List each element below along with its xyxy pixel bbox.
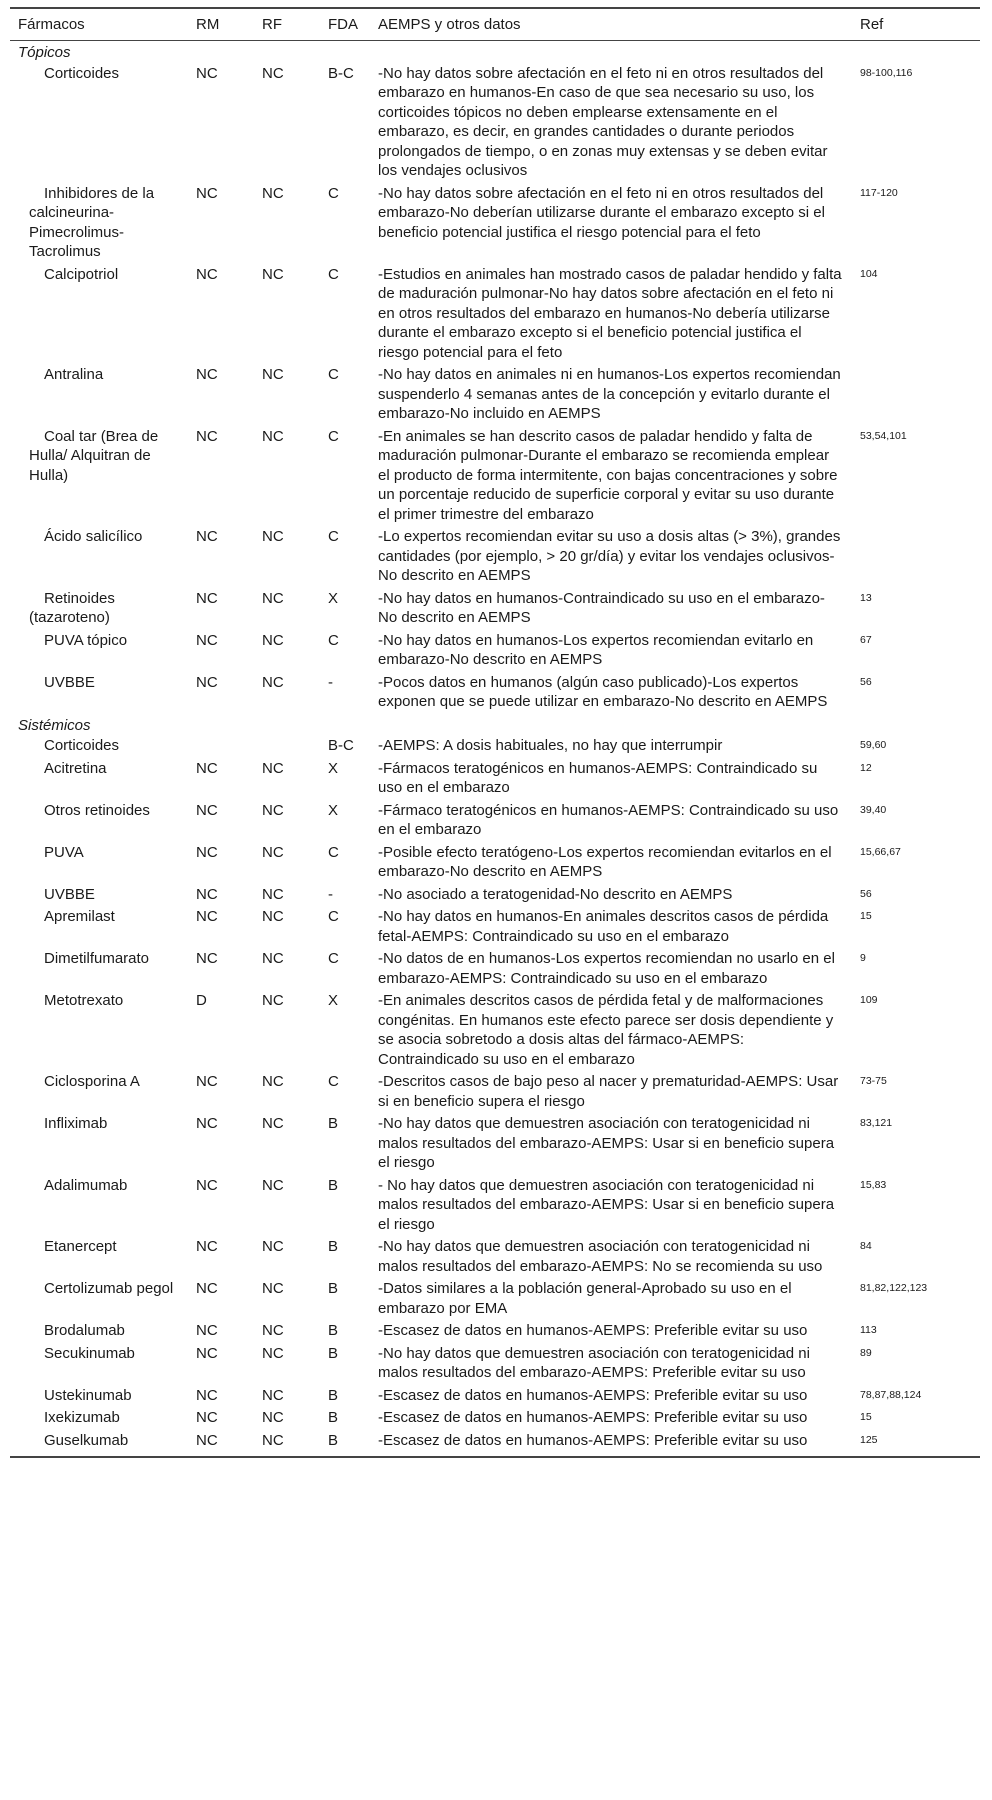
aemps-cell: -Fármacos teratogénicos en humanos-AEMPS: Contraindicado su uso en el embarazo xyxy=(378,759,818,796)
fda-cell: C xyxy=(328,631,339,649)
drug-cell: Calcipotriol xyxy=(44,265,119,283)
rf-cell: NC xyxy=(262,673,284,691)
drug-cell: UVBBE xyxy=(44,673,95,691)
table-row xyxy=(10,1385,980,1408)
rm-cell: NC xyxy=(196,1409,218,1426)
fda-cell: C xyxy=(328,908,339,925)
aemps-cell: -No asociado a teratogenidad-No descrito en AEMPS xyxy=(378,885,733,903)
rm-cell: D xyxy=(196,992,207,1009)
table-row xyxy=(10,1071,980,1113)
rm-cell: NC xyxy=(196,843,218,861)
rf-cell: NC xyxy=(262,528,284,545)
aemps-cell: -Pocos datos en humanos (algún caso publicado)-Los expertos exponen que se puede utilizar en embarazo-No descrito en AEMPS xyxy=(378,673,828,710)
ref-cell: 12 xyxy=(860,761,872,774)
drug-cell: Ciclosporina A xyxy=(44,1073,140,1090)
ref-cell: 15 xyxy=(860,1411,872,1423)
drug-cell: Acitretina xyxy=(44,759,107,777)
ref-cell: 9 xyxy=(860,952,866,964)
header-row xyxy=(10,8,980,41)
fda-cell: - xyxy=(328,673,333,691)
rm-cell: NC xyxy=(196,1238,218,1255)
ref-cell: 78,87,88,124 xyxy=(860,1388,922,1401)
rm-cell: NC xyxy=(196,1322,218,1339)
fda-cell: C xyxy=(328,950,339,967)
rm-cell: NC xyxy=(196,950,218,967)
fda-cell: C xyxy=(328,843,339,861)
rf-cell: NC xyxy=(262,1280,284,1297)
rm-cell: NC xyxy=(196,908,218,925)
aemps-cell: -No hay datos que demuestren asociación con teratogenicidad ni malos resultados del embarazo-AEMPS: Usar si en beneficio supera el riesgo xyxy=(378,1115,835,1171)
rm-cell: NC xyxy=(196,1115,218,1132)
drug-cell: Certolizumab pegol xyxy=(44,1280,174,1297)
rf-cell: NC xyxy=(262,885,284,903)
table-row xyxy=(10,630,980,672)
ref-cell: 109 xyxy=(860,994,878,1006)
fda-cell: - xyxy=(328,885,333,903)
fda-cell: X xyxy=(328,589,339,607)
rf-cell: NC xyxy=(262,801,284,819)
table-row xyxy=(10,426,980,527)
fda-cell: C xyxy=(328,528,339,545)
fda-cell: B-C xyxy=(328,64,354,82)
header-ref: Ref xyxy=(852,8,980,41)
rf-cell: NC xyxy=(262,1322,284,1339)
table-row xyxy=(10,672,980,714)
aemps-cell: -Lo expertos recomiendan evitar su uso a dosis altas (> 3%), grandes cantidades (por ejemplo, > 20 gr/día) y evitar los vendajes oclusivos-No descrito en AEMPS xyxy=(378,528,841,584)
rm-cell xyxy=(188,735,254,758)
aemps-cell: -No hay datos que demuestren asociación con teratogenicidad ni malos resultados del embarazo-AEMPS: No se recomienda su uso xyxy=(378,1238,823,1275)
rm-cell: NC xyxy=(196,589,218,607)
rf-cell: NC xyxy=(262,1115,284,1132)
rf-cell: NC xyxy=(262,1409,284,1426)
table-row xyxy=(10,990,980,1071)
rf-cell xyxy=(254,735,320,758)
fda-cell: B xyxy=(328,1115,339,1132)
fda-cell: C xyxy=(328,427,339,445)
table-row xyxy=(10,842,980,884)
drug-cell: Corticoides xyxy=(44,64,120,82)
drug-cell: Ixekizumab xyxy=(44,1409,120,1426)
rf-cell: NC xyxy=(262,1344,284,1362)
rm-cell: NC xyxy=(196,673,218,691)
drug-cell: Adalimumab xyxy=(44,1176,128,1194)
rm-cell: NC xyxy=(196,1386,218,1404)
rf-cell: NC xyxy=(262,1073,284,1090)
section-title: Sistémicos xyxy=(18,716,91,734)
table-row xyxy=(10,948,980,990)
ref-cell: 39,40 xyxy=(860,803,887,816)
rf-cell: NC xyxy=(262,950,284,967)
table-row xyxy=(10,1113,980,1175)
fda-cell: X xyxy=(328,992,339,1009)
fda-cell: B xyxy=(320,1430,370,1458)
section-title: Tópicos xyxy=(18,44,71,61)
aemps-cell: -Fármaco teratogénicos en humanos-AEMPS: Contraindicado su uso en el embarazo xyxy=(378,801,839,838)
fda-cell: C xyxy=(328,184,339,202)
header-farmacos: Fármacos xyxy=(10,8,188,41)
drug-cell: Coal tar (Brea de Hulla/ Alquitran de Hulla) xyxy=(29,427,159,484)
fda-cell: B xyxy=(328,1176,339,1194)
rf-cell: NC xyxy=(262,1238,284,1255)
table-header xyxy=(10,8,980,41)
drug-cell: Retinoides (tazaroteno) xyxy=(29,589,115,626)
rf-cell: NC xyxy=(262,184,284,202)
aemps-cell: -No datos de en humanos-Los expertos recomiendan no usarlo en el embarazo-AEMPS: Contraindicado su uso en el embarazo xyxy=(378,950,835,987)
aemps-cell: -Escasez de datos en humanos-AEMPS: Preferible evitar su uso xyxy=(378,1386,808,1404)
ref-cell: 67 xyxy=(860,633,872,646)
rf-cell: NC xyxy=(262,843,284,861)
table-row xyxy=(10,183,980,264)
ref-cell: 113 xyxy=(860,1324,877,1336)
aemps-cell: -No hay datos que demuestren asociación con teratogenicidad ni malos resultados del embarazo-AEMPS: Preferible evitar su uso xyxy=(378,1344,810,1381)
rm-cell: NC xyxy=(196,759,218,777)
drug-table xyxy=(10,7,980,1458)
drug-cell: Otros retinoides xyxy=(44,801,150,819)
fda-cell: B xyxy=(328,1344,339,1362)
drug-cell: UVBBE xyxy=(44,885,95,903)
fda-cell: B xyxy=(328,1238,339,1255)
fda-cell: C xyxy=(328,265,339,283)
aemps-cell: -AEMPS: A dosis habituales, no hay que interrumpir xyxy=(378,737,723,754)
rf-cell: NC xyxy=(254,1430,320,1458)
ref-cell: 59,60 xyxy=(860,739,887,751)
ref-cell: 125 xyxy=(852,1430,980,1458)
aemps-cell: -Escasez de datos en humanos-AEMPS: Preferible evitar su uso xyxy=(370,1430,852,1458)
aemps-cell: -No hay datos en humanos-Contraindicado su uso en el embarazo-No descrito en AEMPS xyxy=(378,589,825,626)
aemps-cell: -Datos similares a la población general-Aprobado su uso en el embarazo por EMA xyxy=(378,1280,792,1317)
aemps-cell: -En animales descritos casos de pérdida fetal y de malformaciones congénitas. En humanos este efecto parece ser dosis dependiente y se asocia sobretodo a dosis altas del fármaco-AEMPS: Contraindicado su uso en el embarazo xyxy=(378,992,834,1068)
fda-cell: X xyxy=(328,801,339,819)
drug-cell: PUVA tópico xyxy=(44,631,128,649)
header-fda: FDA xyxy=(320,8,370,41)
ref-cell: 13 xyxy=(860,591,872,604)
drug-cell: Apremilast xyxy=(44,908,115,925)
ref-cell: 56 xyxy=(860,675,872,688)
aemps-cell: -No hay datos en humanos-Los expertos recomiendan evitarlo en embarazo-No descrito en AEMPS xyxy=(378,631,814,668)
ref-cell: 73-75 xyxy=(860,1075,887,1087)
table-row xyxy=(10,884,980,907)
drug-cell: PUVA xyxy=(44,843,84,861)
rm-cell: NC xyxy=(196,1344,218,1362)
ref-cell: 53,54,101 xyxy=(860,429,907,442)
fda-cell: B xyxy=(328,1386,339,1404)
aemps-cell: -Escasez de datos en humanos-AEMPS: Preferible evitar su uso xyxy=(378,1322,808,1339)
rm-cell: NC xyxy=(188,1430,254,1458)
ref-cell xyxy=(852,526,980,588)
table-row xyxy=(10,1236,980,1278)
rm-cell: NC xyxy=(196,427,218,445)
fda-cell: B-C xyxy=(328,737,354,754)
fda-cell: X xyxy=(328,759,339,777)
rf-cell: NC xyxy=(262,265,284,283)
table-body xyxy=(10,41,980,1458)
drug-cell: Dimetilfumarato xyxy=(44,950,150,967)
table-row xyxy=(10,1175,980,1237)
rm-cell: NC xyxy=(196,366,218,383)
ref-cell: 15,66,67 xyxy=(860,845,901,858)
rf-cell: NC xyxy=(262,589,284,607)
ref-cell: 81,82,122,123 xyxy=(860,1282,928,1294)
table-row xyxy=(10,1407,980,1430)
aemps-cell: -No hay datos en animales ni en humanos-Los expertos recomiendan suspenderlo 4 semanas antes de la concepción y evitarlo durante el embarazo-No incluido en AEMPS xyxy=(378,366,841,422)
rf-cell: NC xyxy=(262,631,284,649)
drug-cell: Etanercept xyxy=(44,1238,117,1255)
table-row xyxy=(10,526,980,588)
rf-cell: NC xyxy=(262,908,284,925)
section-row xyxy=(10,41,980,63)
table-row xyxy=(10,735,980,758)
rm-cell: NC xyxy=(196,1280,218,1297)
aemps-cell: -Descritos casos de bajo peso al nacer y prematuridad-AEMPS: Usar si en beneficio supera el riesgo xyxy=(378,1073,839,1110)
header-aemps: AEMPS y otros datos xyxy=(370,8,852,41)
rf-cell: NC xyxy=(262,992,284,1009)
fda-cell: C xyxy=(328,1073,339,1090)
rm-cell: NC xyxy=(196,1176,218,1194)
rm-cell: NC xyxy=(196,631,218,649)
drug-cell: Brodalumab xyxy=(44,1322,125,1339)
section-row xyxy=(10,714,980,736)
table-row xyxy=(10,1430,980,1458)
drug-cell: Ácido salicílico xyxy=(44,528,143,545)
table-row xyxy=(10,364,980,426)
table-row xyxy=(10,1320,980,1343)
rf-cell: NC xyxy=(262,427,284,445)
drug-cell: Guselkumab xyxy=(10,1430,188,1458)
table-row xyxy=(10,758,980,800)
aemps-cell: -No hay datos en humanos-En animales descritos casos de pérdida fetal-AEMPS: Contraindicado su uso en el embarazo xyxy=(378,908,829,945)
aemps-cell: -Escasez de datos en humanos-AEMPS: Preferible evitar su uso xyxy=(378,1409,808,1426)
ref-cell: 98-100,116 xyxy=(860,66,913,79)
drug-cell: Ustekinumab xyxy=(44,1386,132,1404)
ref-cell: 84 xyxy=(860,1240,872,1252)
rf-cell: NC xyxy=(262,1176,284,1194)
rm-cell: NC xyxy=(196,184,218,202)
aemps-cell: -En animales se han descrito casos de paladar hendido y falta de maduración pulmonar-Durante el embarazo se recomienda emplear el producto de forma intermitente, con bajas concentraciones y sobre un porcentaje reducido de superficie corporal y evitar su uso durante el primer trimestre del embarazo xyxy=(378,427,838,523)
rm-cell: NC xyxy=(196,64,218,82)
header-rm: RM xyxy=(188,8,254,41)
ref-cell: 104 xyxy=(860,267,878,280)
ref-cell: 56 xyxy=(860,887,872,900)
rm-cell: NC xyxy=(196,801,218,819)
aemps-cell: -Estudios en animales han mostrado casos de paladar hendido y falta de maduración pulmonar-No hay datos sobre afectación en el feto ni en otros resultados del embarazo en humanos-No debería utilizarse durante el embarazo excepto si el beneficio potencial justifica el riesgo potencial para el feto xyxy=(378,265,842,361)
fda-cell: C xyxy=(328,366,339,383)
table-row xyxy=(10,800,980,842)
fda-cell: B xyxy=(328,1409,339,1426)
rm-cell: NC xyxy=(196,265,218,283)
header-rf: RF xyxy=(254,8,320,41)
ref-cell: 117-120 xyxy=(860,186,898,199)
rf-cell: NC xyxy=(262,64,284,82)
rf-cell: NC xyxy=(262,759,284,777)
rm-cell: NC xyxy=(196,528,218,545)
fda-cell: B xyxy=(328,1322,339,1339)
ref-cell: 83,121 xyxy=(860,1117,893,1129)
rf-cell: NC xyxy=(262,366,284,383)
table-row xyxy=(10,63,980,183)
table-row xyxy=(10,906,980,948)
rf-cell: NC xyxy=(262,1386,284,1404)
ref-cell: 15,83 xyxy=(860,1178,887,1191)
ref-cell xyxy=(852,364,980,426)
aemps-cell: -No hay datos sobre afectación en el feto ni en otros resultados del embarazo-No deberían utilizarse durante el embarazo excepto si el beneficio potencial justifica el riesgo potencial para el feto xyxy=(378,184,825,241)
ref-cell: 89 xyxy=(860,1346,872,1359)
table-row xyxy=(10,264,980,365)
fda-cell: B xyxy=(328,1280,339,1297)
table-row xyxy=(10,1343,980,1385)
ref-cell: 15 xyxy=(860,910,872,922)
aemps-cell: -No hay datos sobre afectación en el feto ni en otros resultados del embarazo en humanos-En caso de que sea necesario su uso, los corticoides tópicos no deben emplearse extensamente en el embarazo, es decir, en grandes cantidades o durante periodos prolongados de tiempo, o en zonas muy extensas y se deben evitar los vendajes oclusivos xyxy=(378,64,828,179)
drug-cell: Infliximab xyxy=(44,1115,108,1132)
drug-cell: Metotrexato xyxy=(44,992,124,1009)
drug-cell: Antralina xyxy=(44,366,104,383)
aemps-cell: -Posible efecto teratógeno-Los expertos recomiendan evitarlos en el embarazo-No descrito en AEMPS xyxy=(378,843,832,880)
drug-cell: Inhibidores de la calcineurina-Pimecrolimus-Tacrolimus xyxy=(29,184,155,260)
aemps-cell: - No hay datos que demuestren asociación con teratogenicidad ni malos resultados del embarazo-AEMPS: Usar si en beneficio supera el riesgo xyxy=(378,1176,835,1233)
drug-cell: Secukinumab xyxy=(44,1344,135,1362)
drug-cell: Corticoides xyxy=(44,737,120,754)
rm-cell: NC xyxy=(196,885,218,903)
rm-cell: NC xyxy=(196,1073,218,1090)
table-row xyxy=(10,588,980,630)
table-row xyxy=(10,1278,980,1320)
